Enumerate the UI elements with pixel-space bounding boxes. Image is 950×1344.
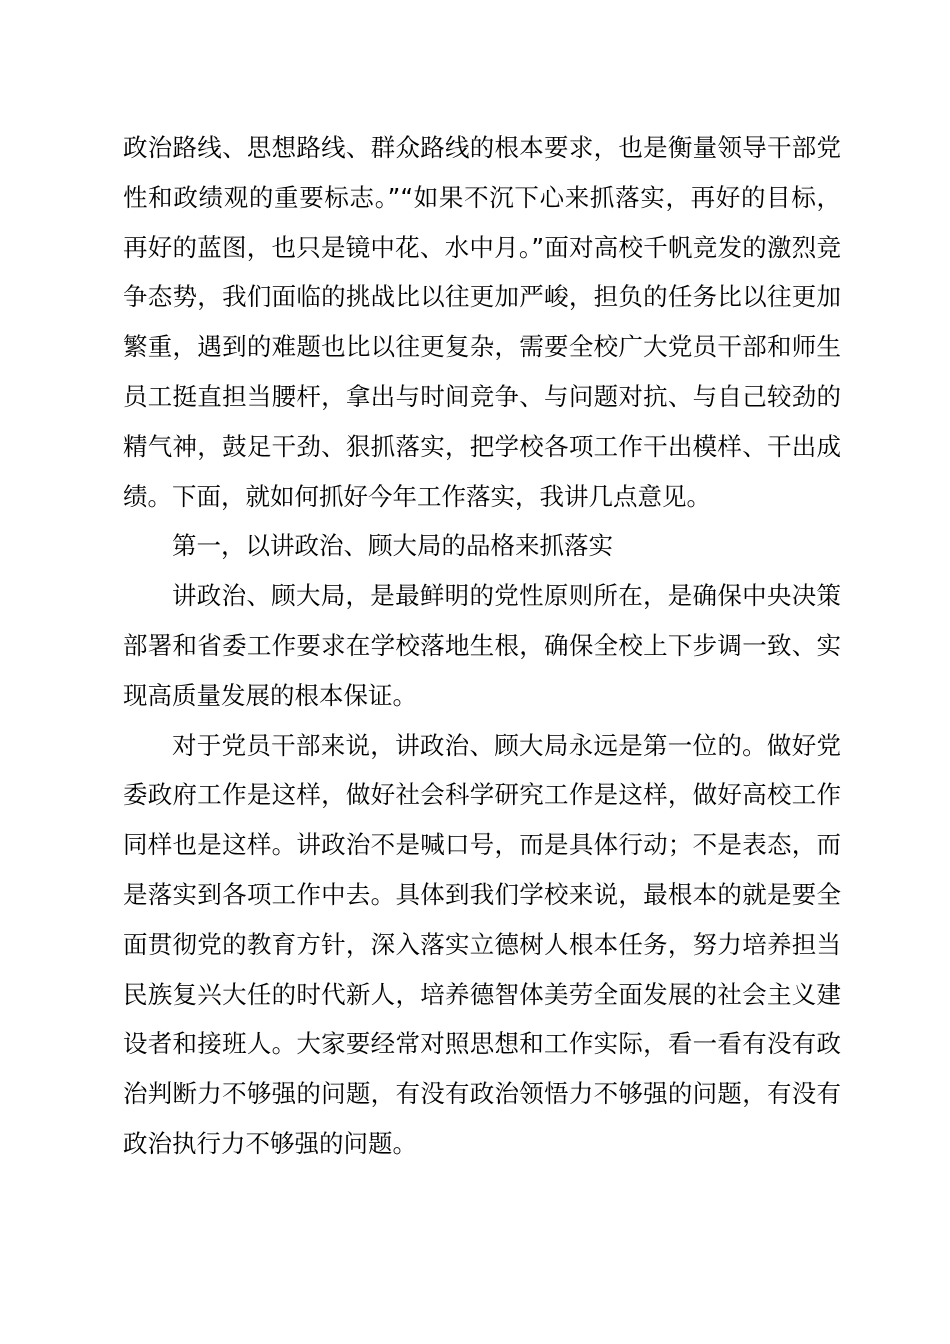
paragraph-continuation: 政治路线、思想路线、群众路线的根本要求，也是衡量领导干部党性和政绩观的重要标志。”“如果不沉下心来抓落实，再好的目标，再好的蓝图，也只是镜中花、水中月。”面对高校千帆竞发的激烈竞争态势，我们面临的挑战比以往更加严峻，担负的任务比以往更加繁重，遇到的难题也比以往更复杂，需要全校广大党员干部和师生员工挺直担当腰杆，拿出与时间竞争、与问题对抗、与自己较劲的精气神，鼓足干劲、狠抓落实，把学校各项工作干出模样、干出成绩。下面，就如何抓好今年工作落实，我讲几点意见。 bbox=[123, 133, 841, 511]
paragraph: 对于党员干部来说，讲政治、顾大局永远是第一位的。做好党委政府工作是这样，做好社会科学研究工作是这样，做好高校工作同样也是这样。讲政治不是喊口号，而是具体行动；不是表态，而是落实到各项工作中去。具体到我们学校来说，最根本的就是要全面贯彻党的教育方针，深入落实立德树人根本任务，努力培养担当民族复兴大任的时代新人，培养德智体美劳全面发展的社会主义建设者和接班人。大家要经常对照思想和工作实际，看一看有没有政治判断力不够强的问题，有没有政治领悟力不够强的问题，有没有政治执行力不够强的问题。 bbox=[123, 730, 841, 1158]
section-heading: 第一，以讲政治、顾大局的品格来抓落实 bbox=[172, 531, 613, 561]
document-body bbox=[123, 123, 841, 1169]
paragraph: 讲政治、顾大局，是最鲜明的党性原则所在，是确保中央决策部署和省委工作要求在学校落地生根，确保全校上下步调一致、实现高质量发展的根本保证。 bbox=[123, 581, 841, 710]
